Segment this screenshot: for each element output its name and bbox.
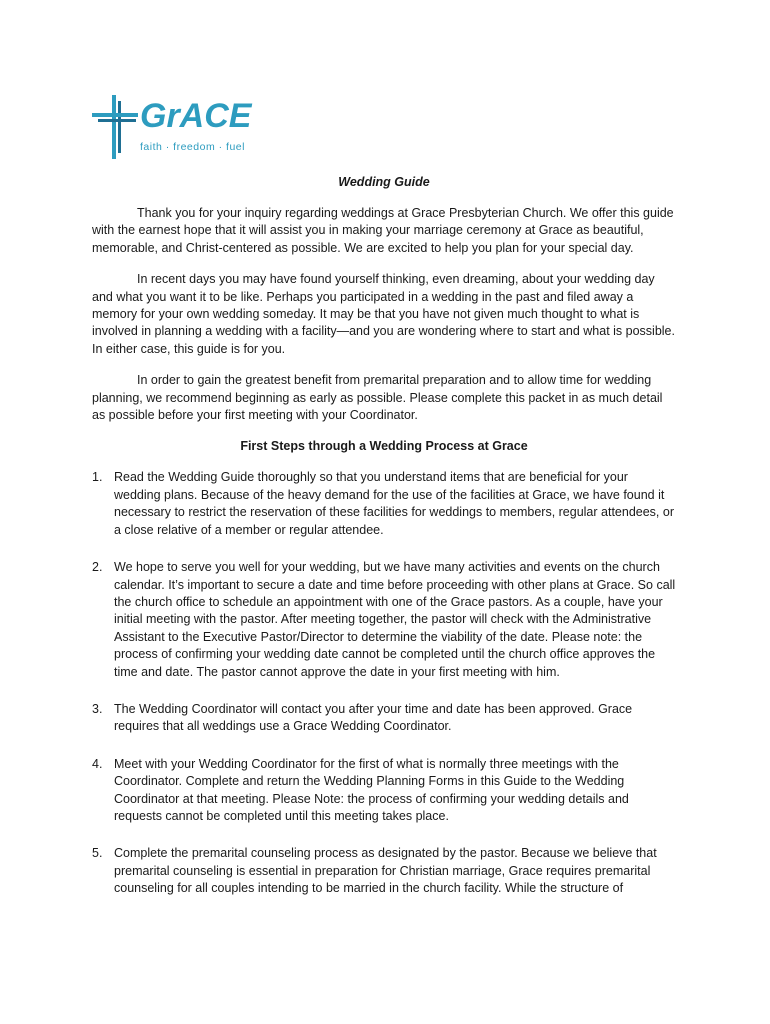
document-body — [92, 174, 676, 918]
list-item — [92, 845, 676, 897]
list-item — [92, 469, 676, 539]
list-item-text: We hope to serve you well for your wedding, but we have many activities and events on the church calendar. It’s important to secure a date and time before proceeding with other plans at Grace. So call the church office to schedule an appointment with one of the Grace pastors. As a couple, have your initial meeting with the pastor. After meeting together, the pastor will check with the Administrative Assistant to the Executive Pastor/Director to determine the viability of the date. Please note: the process of confirming your wedding date cannot be completed until the church office approves the time and date. The pastor cannot approve the date in your first meeting with him. — [114, 560, 676, 679]
cross-icon — [90, 93, 140, 163]
logo-wordmark: GrACE — [140, 97, 252, 135]
steps-list — [92, 469, 676, 897]
section-title: First Steps through a Wedding Process at Grace — [240, 439, 528, 454]
dreaming-paragraph: In recent days you may have found yourself thinking, even dreaming, about your wedding day and what you want it to be like. Perhaps you participated in a wedding in the past and filed away a memory for your own wedding someday. It may be that you have not given much thought to what is involved in planning a wedding with a facility—and you are wondering where to start and what is possible. In either case, this guide is for you. — [92, 272, 675, 356]
intro-paragraph: Thank you for your inquiry regarding weddings at Grace Presbyterian Church. We offer this guide with the earnest hope that it will assist you in making your marriage ceremony at Grace as beautiful, memorable, and Christ-centered as possible. We are excited to help you plan for your special day. — [92, 206, 674, 255]
list-item — [92, 559, 676, 681]
list-item-text: Read the Wedding Guide thoroughly so that you understand items that are beneficial for your wedding plans. Because of the heavy demand for the use of the facilities at Grace, we have found it necessary to restrict the reservation of these facilities for weddings to members, regular attendees, or a close relative of a member or regular attendee. — [114, 470, 674, 537]
list-item-number: 1. — [92, 470, 103, 485]
list-item-number: 5. — [92, 846, 103, 861]
logo-tagline: faith · freedom · fuel — [140, 141, 245, 153]
list-item-text: The Wedding Coordinator will contact you after your time and date has been approved. Grace requires that all weddings use a Grace Wedding Coordinator. — [114, 701, 633, 734]
list-item-text: Meet with your Wedding Coordinator for the first of what is normally three meetings with the Coordinator. Complete and return the Wedding Planning Forms in this Guide to the Wedding Coordinator at that meeting. Please Note: the process of confirming your wedding details and requests cannot be completed until this meeting takes place. — [114, 756, 629, 823]
list-item-number: 3. — [92, 701, 103, 716]
list-item — [92, 756, 676, 826]
list-item-number: 2. — [92, 560, 103, 575]
grace-logo — [90, 93, 250, 163]
preparation-paragraph: In order to gain the greatest benefit from premarital preparation and to allow time for wedding planning, we recommend beginning as early as possible. Please complete this packet in as much detail as possible before your first meeting with your Coordinator. — [92, 373, 663, 423]
list-item-number: 4. — [92, 756, 103, 771]
list-item — [92, 701, 676, 736]
list-item-text: Complete the premarital counseling process as designated by the pastor. Because we believe that premarital counseling is essential in preparation for Christian marriage, Grace requires premarital counseling for all couples intending to be married in the church facility. While the structure of — [114, 846, 657, 896]
document-title: Wedding Guide — [338, 175, 430, 189]
